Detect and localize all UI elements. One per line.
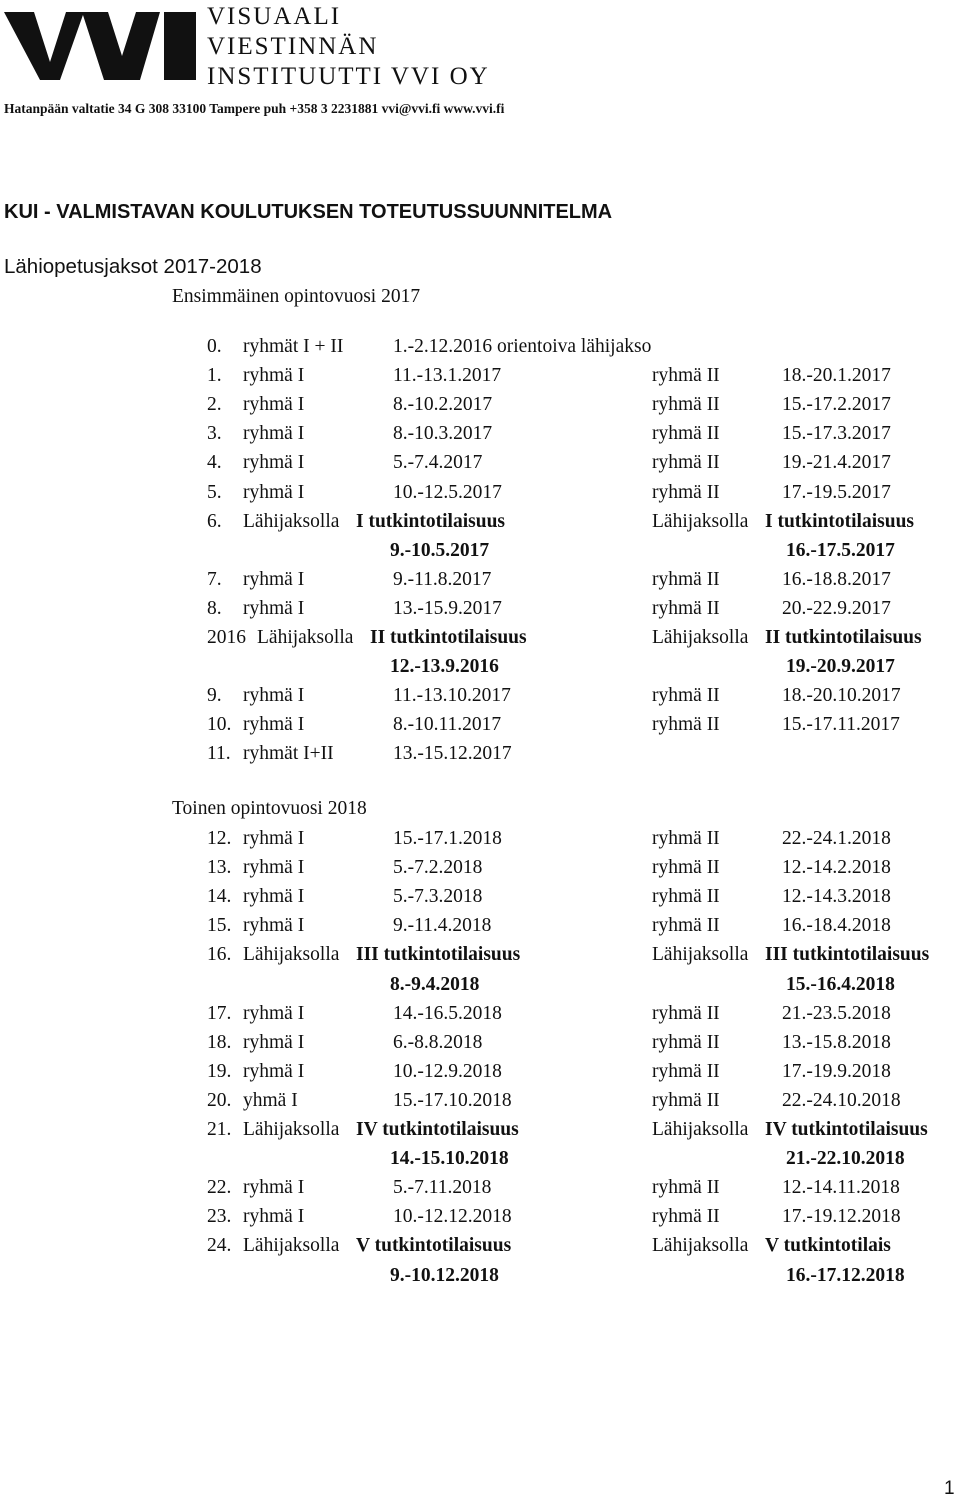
group-dates: 17.-19.5.2017 <box>782 481 891 503</box>
row-number: 18. <box>207 1031 232 1053</box>
group-dates: 18.-20.1.2017 <box>782 365 891 387</box>
group-label: ryhmä II <box>652 597 720 619</box>
group-dates: 12.-14.2.2018 <box>782 857 891 879</box>
group-dates: 15.-17.3.2017 <box>782 423 891 445</box>
group-dates: 16.-18.4.2018 <box>782 915 891 937</box>
exam-name-left: III tutkintotilaisuus <box>356 944 521 966</box>
exam-name-right: IV tutkintotilaisuus <box>765 1119 928 1140</box>
group-label: ryhmät I+II <box>243 743 334 765</box>
exam-prefix-right: Lähijaksolla <box>652 627 749 648</box>
group-label: yhmä I <box>243 1089 298 1111</box>
row-number: 22. <box>207 1177 232 1199</box>
group-label: ryhmä II <box>652 452 720 474</box>
group-dates: 6.-8.8.2018 <box>393 1031 483 1053</box>
group-dates: 10.-12.9.2018 <box>393 1060 502 1082</box>
org-name-line-2: VIESTINNÄN <box>207 33 379 60</box>
group-label: ryhmä I <box>243 857 305 879</box>
row-number: 2. <box>207 394 222 416</box>
exam-prefix-right: Lähijaksolla <box>652 1119 749 1140</box>
group-label: ryhmä II <box>652 1031 720 1053</box>
group-dates: 15.-17.11.2017 <box>782 714 900 736</box>
exam-date-left: 9.-10.12.2018 <box>390 1264 499 1286</box>
group-label: ryhmä II <box>652 828 720 849</box>
group-dates: 13.-15.8.2018 <box>782 1031 891 1053</box>
org-address: Hatanpään valtatie 34 G 308 33100 Tampere puh +358 3 2231881 vvi@vvi.fi www.vvi.fi <box>4 101 505 116</box>
row-number: 4. <box>207 452 222 474</box>
group-label: ryhmä II <box>652 394 720 416</box>
group-label: ryhmä I <box>243 481 305 503</box>
row-number: 0. <box>207 336 222 357</box>
org-name-line-1: VISUAALI <box>207 3 342 30</box>
group-dates: 1.-2.12.2016 orientoiva lähijakso <box>393 336 652 357</box>
section-heading: Toinen opintovuosi 2018 <box>172 798 367 819</box>
row-number: 17. <box>207 1002 232 1024</box>
group-label: ryhmä II <box>652 365 720 387</box>
group-label: ryhmä I <box>243 886 305 908</box>
group-dates: 12.-14.3.2018 <box>782 886 891 908</box>
group-label: ryhmä II <box>652 714 720 736</box>
group-dates: 15.-17.10.2018 <box>393 1089 512 1111</box>
group-label: ryhmä II <box>652 568 720 590</box>
row-number: 9. <box>207 685 222 707</box>
group-label: ryhmä I <box>243 1206 305 1228</box>
vvi-logo-icon <box>4 10 199 82</box>
group-dates: 9.-11.8.2017 <box>393 568 492 590</box>
group-dates: 10.-12.12.2018 <box>393 1206 512 1228</box>
exam-prefix-right: Lähijaksolla <box>652 944 749 966</box>
group-label: ryhmä I <box>243 915 305 937</box>
group-label: ryhmä II <box>652 1089 720 1111</box>
row-number: 12. <box>207 828 232 849</box>
exam-name-right: III tutkintotilaisuus <box>765 944 930 966</box>
page-number: 1 <box>944 1478 955 1499</box>
row-number: 23. <box>207 1206 232 1228</box>
row-number: 10. <box>207 714 232 736</box>
exam-date-right: 19.-20.9.2017 <box>786 656 895 678</box>
group-label: ryhmä II <box>652 481 720 503</box>
group-label: ryhmä II <box>652 685 720 707</box>
group-dates: 19.-21.4.2017 <box>782 452 891 474</box>
group-dates: 15.-17.1.2018 <box>393 828 502 849</box>
row-number: 1. <box>207 365 222 387</box>
exam-name-left: II tutkintotilaisuus <box>370 627 527 648</box>
group-label: ryhmä II <box>652 1002 720 1024</box>
group-dates: 8.-10.3.2017 <box>393 423 493 445</box>
row-number: 16. <box>207 944 232 966</box>
group-dates: 10.-12.5.2017 <box>393 481 502 503</box>
exam-name-left: I tutkintotilaisuus <box>356 510 506 532</box>
row-number: 15. <box>207 915 232 937</box>
group-dates: 21.-23.5.2018 <box>782 1002 891 1024</box>
exam-prefix-right: Lähijaksolla <box>652 1235 749 1257</box>
group-label: ryhmä I <box>243 597 305 619</box>
group-dates: 13.-15.12.2017 <box>393 743 512 765</box>
group-dates: 20.-22.9.2017 <box>782 597 891 619</box>
group-dates: 11.-13.1.2017 <box>393 365 502 387</box>
group-dates: 17.-19.9.2018 <box>782 1060 891 1082</box>
row-number: 3. <box>207 423 222 445</box>
group-label: ryhmä I <box>243 423 305 445</box>
group-dates: 5.-7.3.2018 <box>393 886 483 908</box>
group-dates: 8.-10.11.2017 <box>393 714 502 736</box>
exam-name-right: V tutkintotilais <box>765 1235 891 1257</box>
group-dates: 22.-24.1.2018 <box>782 828 891 849</box>
exam-date-right: 21.-22.10.2018 <box>786 1148 905 1170</box>
group-label: ryhmä I <box>243 1031 305 1053</box>
exam-prefix-left: Lähijaksolla <box>243 1119 340 1140</box>
group-dates: 5.-7.4.2017 <box>393 452 483 474</box>
group-dates: 11.-13.10.2017 <box>393 685 511 707</box>
group-dates: 5.-7.11.2018 <box>393 1177 492 1199</box>
group-dates: 17.-19.12.2018 <box>782 1206 901 1228</box>
group-label: ryhmät I + II <box>243 336 344 357</box>
group-label: ryhmä I <box>243 828 305 849</box>
row-number: 20. <box>207 1089 232 1111</box>
document-title: KUI - VALMISTAVAN KOULUTUKSEN TOTEUTUSSUUNNITELMA <box>4 201 613 223</box>
row-number: 7. <box>207 568 222 590</box>
group-label: ryhmä I <box>243 714 305 736</box>
group-label: ryhmä I <box>243 1002 305 1024</box>
exam-name-right: I tutkintotilaisuus <box>765 510 915 532</box>
exam-prefix-left: Lähijaksolla <box>243 510 340 532</box>
group-dates: 9.-11.4.2018 <box>393 915 492 937</box>
group-label: ryhmä II <box>652 1060 720 1082</box>
group-dates: 5.-7.2.2018 <box>393 857 483 879</box>
group-label: ryhmä II <box>652 423 720 445</box>
group-dates: 14.-16.5.2018 <box>393 1002 502 1024</box>
row-number: 21. <box>207 1119 232 1140</box>
row-number: 5. <box>207 481 222 503</box>
group-label: ryhmä I <box>243 1060 305 1082</box>
row-number: 2016 <box>207 627 246 648</box>
group-dates: 18.-20.10.2017 <box>782 685 901 707</box>
group-dates: 13.-15.9.2017 <box>393 597 502 619</box>
group-label: ryhmä II <box>652 1206 720 1228</box>
row-number: 13. <box>207 857 232 879</box>
exam-prefix-left: Lähijaksolla <box>243 944 340 966</box>
group-label: ryhmä I <box>243 365 305 387</box>
group-dates: 22.-24.10.2018 <box>782 1089 901 1111</box>
section-heading: Ensimmäinen opintovuosi 2017 <box>172 286 421 307</box>
exam-prefix-left: Lähijaksolla <box>257 627 354 648</box>
exam-date-left: 8.-9.4.2018 <box>390 973 480 995</box>
group-dates: 12.-14.11.2018 <box>782 1177 900 1199</box>
group-label: ryhmä I <box>243 452 305 474</box>
exam-name-right: II tutkintotilaisuus <box>765 627 922 648</box>
row-number: 19. <box>207 1060 232 1082</box>
group-label: ryhmä II <box>652 886 720 908</box>
row-number: 14. <box>207 886 232 908</box>
document-subtitle: Lähiopetusjaksot 2017-2018 <box>4 255 262 278</box>
group-label: ryhmä I <box>243 394 305 416</box>
group-dates: 16.-18.8.2017 <box>782 568 891 590</box>
row-number: 24. <box>207 1235 232 1257</box>
group-label: ryhmä II <box>652 1177 720 1199</box>
row-number: 8. <box>207 597 222 619</box>
exam-name-left: IV tutkintotilaisuus <box>356 1119 519 1140</box>
group-label: ryhmä I <box>243 568 305 590</box>
group-dates: 15.-17.2.2017 <box>782 394 891 416</box>
exam-date-right: 16.-17.12.2018 <box>786 1264 905 1286</box>
group-label: ryhmä II <box>652 915 720 937</box>
exam-date-right: 16.-17.5.2017 <box>786 539 895 561</box>
exam-date-right: 15.-16.4.2018 <box>786 973 895 995</box>
group-label: ryhmä I <box>243 685 305 707</box>
exam-prefix-left: Lähijaksolla <box>243 1235 340 1257</box>
exam-name-left: V tutkintotilaisuus <box>356 1235 512 1257</box>
group-dates: 8.-10.2.2017 <box>393 394 493 416</box>
exam-date-left: 9.-10.5.2017 <box>390 539 490 561</box>
exam-prefix-right: Lähijaksolla <box>652 510 749 532</box>
org-name-line-3: INSTITUUTTI VVI OY <box>207 63 490 90</box>
group-label: ryhmä I <box>243 1177 305 1199</box>
group-label: ryhmä II <box>652 857 720 879</box>
exam-date-left: 12.-13.9.2016 <box>390 656 499 678</box>
row-number: 11. <box>207 743 231 765</box>
exam-date-left: 14.-15.10.2018 <box>390 1148 509 1170</box>
row-number: 6. <box>207 510 222 532</box>
